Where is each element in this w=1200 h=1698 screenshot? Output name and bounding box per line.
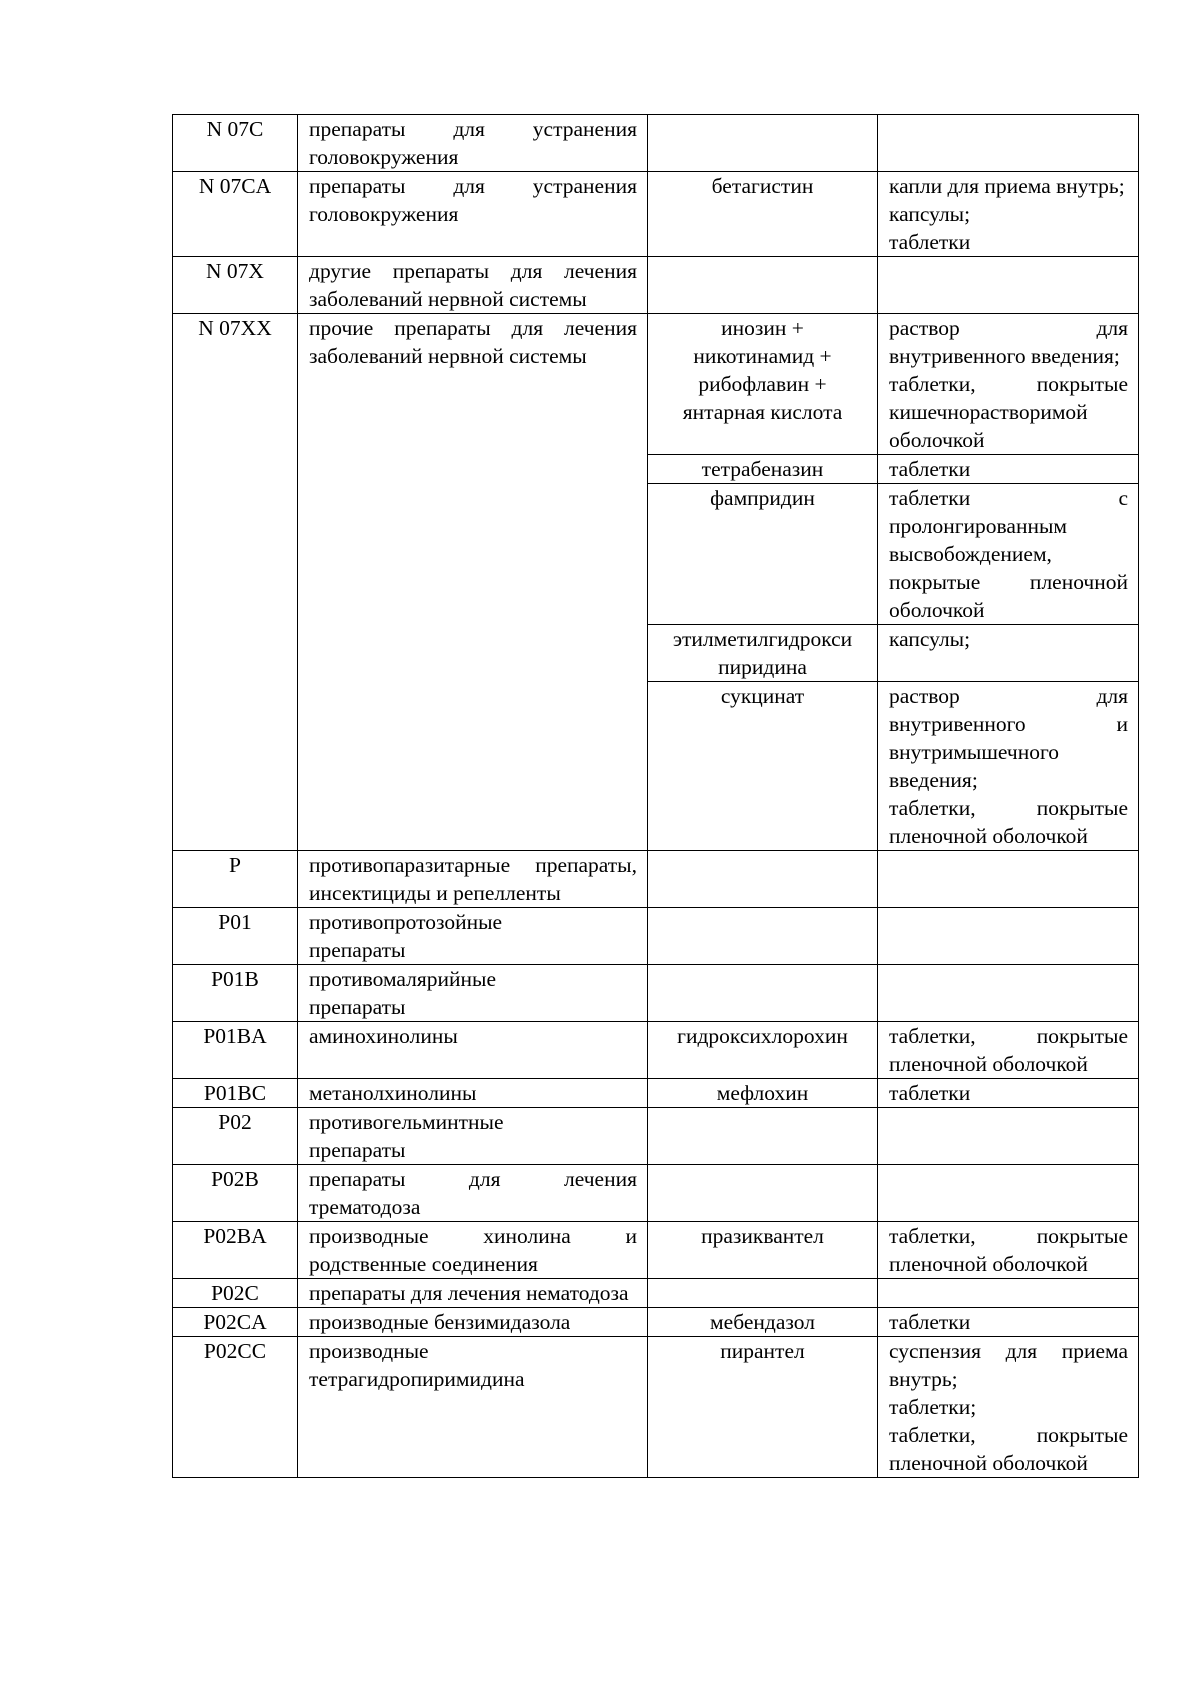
atc-group: другие препараты для лечения заболеваний нервной системы [298,257,648,314]
inn-line: рибофлавин + [698,372,827,396]
atc-code: N 07XX [173,314,298,851]
dosage-forms [878,1279,1139,1308]
table-row [173,1079,1139,1108]
table-row [173,257,1139,314]
inn-line: янтарная кислота [682,400,843,424]
table-row [173,908,1139,965]
atc-code: N 07X [173,257,298,314]
inn-name: пирантел [648,1337,878,1478]
dosage-form: таблетки [889,230,971,254]
inn-name [648,1279,878,1308]
inn-name [648,314,878,455]
atc-group: противопаразитарные препараты, инсектициды и репелленты [298,851,648,908]
atc-group: аминохинолины [298,1022,648,1079]
inn-name: этилметилгидрокси пиридина [648,625,878,682]
table-row [173,965,1139,1022]
dosage-forms [878,314,1139,455]
atc-group: противомалярийные препараты [298,965,648,1022]
dosage-form: таблетки с пролонгированным высвобождением, покрытые пленочной оболочкой [889,486,1128,622]
inn-name [648,257,878,314]
dosage-form: раствор для внутривенного и внутримышечного введения; [889,684,1128,792]
inn-name: гидроксихлорохин [648,1022,878,1079]
inn-name: сукцинат [648,682,878,851]
atc-code: N 07C [173,115,298,172]
atc-group: препараты для устранения головокружения [298,115,648,172]
dosage-form: таблетки, покрытые кишечнорастворимой оболочкой [889,372,1128,452]
atc-code: P02C [173,1279,298,1308]
atc-group: производные хинолина и родственные соединения [298,1222,648,1279]
dosage-forms [878,1079,1139,1108]
table-row [173,115,1139,172]
dosage-forms [878,115,1139,172]
inn-name [648,1108,878,1165]
dosage-forms [878,965,1139,1022]
inn-name: празиквантел [648,1222,878,1279]
dosage-form: таблетки; [889,1395,977,1419]
table-row [173,1279,1139,1308]
table-row [173,1022,1139,1079]
dosage-form: таблетки [889,457,971,481]
dosage-form: таблетки, покрытые пленочной оболочкой [889,796,1128,848]
table-row [173,1165,1139,1222]
dosage-forms [878,1308,1139,1337]
dosage-forms [878,1222,1139,1279]
dosage-forms [878,851,1139,908]
dosage-form: капли для приема внутрь; [889,174,1125,198]
atc-group: прочие препараты для лечения заболеваний нервной системы [298,314,648,851]
dosage-form: суспензия для приема внутрь; [889,1339,1128,1391]
atc-code: P01 [173,908,298,965]
dosage-form: таблетки [889,1310,971,1334]
drug-list-table [172,114,1139,1478]
atc-group: производные бензимидазола [298,1308,648,1337]
atc-code: P01B [173,965,298,1022]
dosage-form: таблетки, покрытые пленочной оболочкой [889,1224,1128,1276]
inn-name [648,851,878,908]
table-row [173,1222,1139,1279]
atc-group: препараты для лечения нематодоза [298,1279,648,1308]
atc-code: P02B [173,1165,298,1222]
inn-name: мебендазол [648,1308,878,1337]
dosage-form: таблетки, покрытые пленочной оболочкой [889,1423,1128,1475]
table-row [173,314,1139,455]
inn-name [648,965,878,1022]
inn-name [648,1165,878,1222]
atc-group: противогельминтные препараты [298,1108,648,1165]
atc-code: P01BC [173,1079,298,1108]
dosage-forms [878,484,1139,625]
inn-name [648,908,878,965]
atc-code: P02 [173,1108,298,1165]
dosage-forms [878,257,1139,314]
dosage-forms [878,1337,1139,1478]
atc-group: метанолхинолины [298,1079,648,1108]
atc-code: P02CC [173,1337,298,1478]
inn-line: инозин + [721,316,804,340]
table-row [173,172,1139,257]
atc-code: N 07CA [173,172,298,257]
table-row [173,851,1139,908]
dosage-form: капсулы; [889,627,971,651]
atc-code: P02CA [173,1308,298,1337]
inn-line: никотинамид + [693,344,832,368]
dosage-form: раствор для внутривенного введения; [889,316,1128,368]
inn-name: бетагистин [648,172,878,257]
dosage-forms [878,1108,1139,1165]
dosage-form: таблетки, покрытые пленочной оболочкой [889,1024,1128,1076]
dosage-forms [878,455,1139,484]
table-row [173,1308,1139,1337]
atc-group: производные тетрагидропиримидина [298,1337,648,1478]
dosage-forms [878,1165,1139,1222]
dosage-forms [878,908,1139,965]
inn-name: тетрабеназин [648,455,878,484]
table-row [173,1337,1139,1478]
inn-name [648,115,878,172]
dosage-forms [878,682,1139,851]
atc-code: P [173,851,298,908]
atc-code: P02BA [173,1222,298,1279]
dosage-forms [878,1022,1139,1079]
table-row [173,1108,1139,1165]
dosage-forms [878,625,1139,682]
dosage-form: капсулы; [889,202,971,226]
atc-group: препараты для устранения головокружения [298,172,648,257]
atc-code: P01BA [173,1022,298,1079]
inn-name: мефлохин [648,1079,878,1108]
atc-group: противопротозойные препараты [298,908,648,965]
dosage-form: таблетки [889,1081,971,1105]
inn-name: фампридин [648,484,878,625]
atc-group: препараты для лечения трематодоза [298,1165,648,1222]
dosage-forms [878,172,1139,257]
